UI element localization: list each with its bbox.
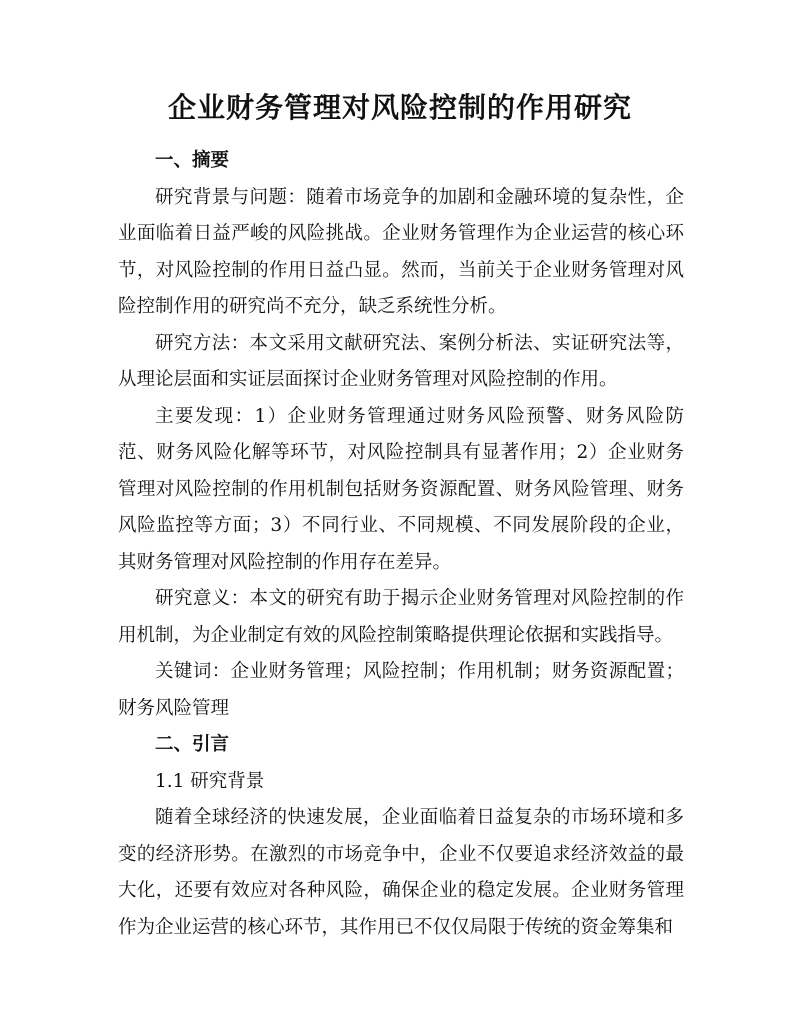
document-body xyxy=(118,143,684,946)
section-1-1-paragraph: 随着全球经济的快速发展，企业面临着日益复杂的市场环境和多变的经济形势。在激烈的市场竞争中，企业不仅要追求经济效益的最大化，还要有效应对各种风险，确保企业的稳定发展。企业财务管理作为企业运营的核心环节，其作用已不仅仅局限于传统的资金筹集和 xyxy=(118,807,684,938)
intro-heading: 二、引言 xyxy=(155,734,230,755)
abstract-background-paragraph: 研究背景与问题：随着市场竞争的加剧和金融环境的复杂性，企业面临着日益严峻的风险挑战。企业财务管理作为企业运营的核心环节，对风险控制的作用日益凸显。然而，当前关于企业财务管理对风险控制作用的研究尚不充分，缺乏系统性分析。 xyxy=(118,186,684,317)
abstract-findings-paragraph: 主要发现：1）企业财务管理通过财务风险预警、财务风险防范、财务风险化解等环节，对风险控制具有显著作用；2）企业财务管理对风险控制的作用机制包括财务资源配置、财务风险管理、财务风险监控等方面；3）不同行业、不同规模、不同发展阶段的企业，其财务管理对风险控制的作用存在差异。 xyxy=(118,405,684,573)
document-title: 企业财务管理对风险控制的作用研究 xyxy=(167,91,632,124)
abstract-method-paragraph: 研究方法：本文采用文献研究法、案例分析法、实证研究法等，从理论层面和实证层面探讨企业财务管理对风险控制的作用。 xyxy=(118,332,684,390)
abstract-significance-paragraph: 研究意义：本文的研究有助于揭示企业财务管理对风险控制的作用机制，为企业制定有效的风险控制策略提供理论依据和实践指导。 xyxy=(118,588,684,646)
section-1-1-heading: 1.1 研究背景 xyxy=(155,770,265,792)
abstract-keywords-paragraph: 关键词：企业财务管理；风险控制；作用机制；财务资源配置；财务风险管理 xyxy=(118,661,684,719)
abstract-heading: 一、摘要 xyxy=(155,150,230,171)
